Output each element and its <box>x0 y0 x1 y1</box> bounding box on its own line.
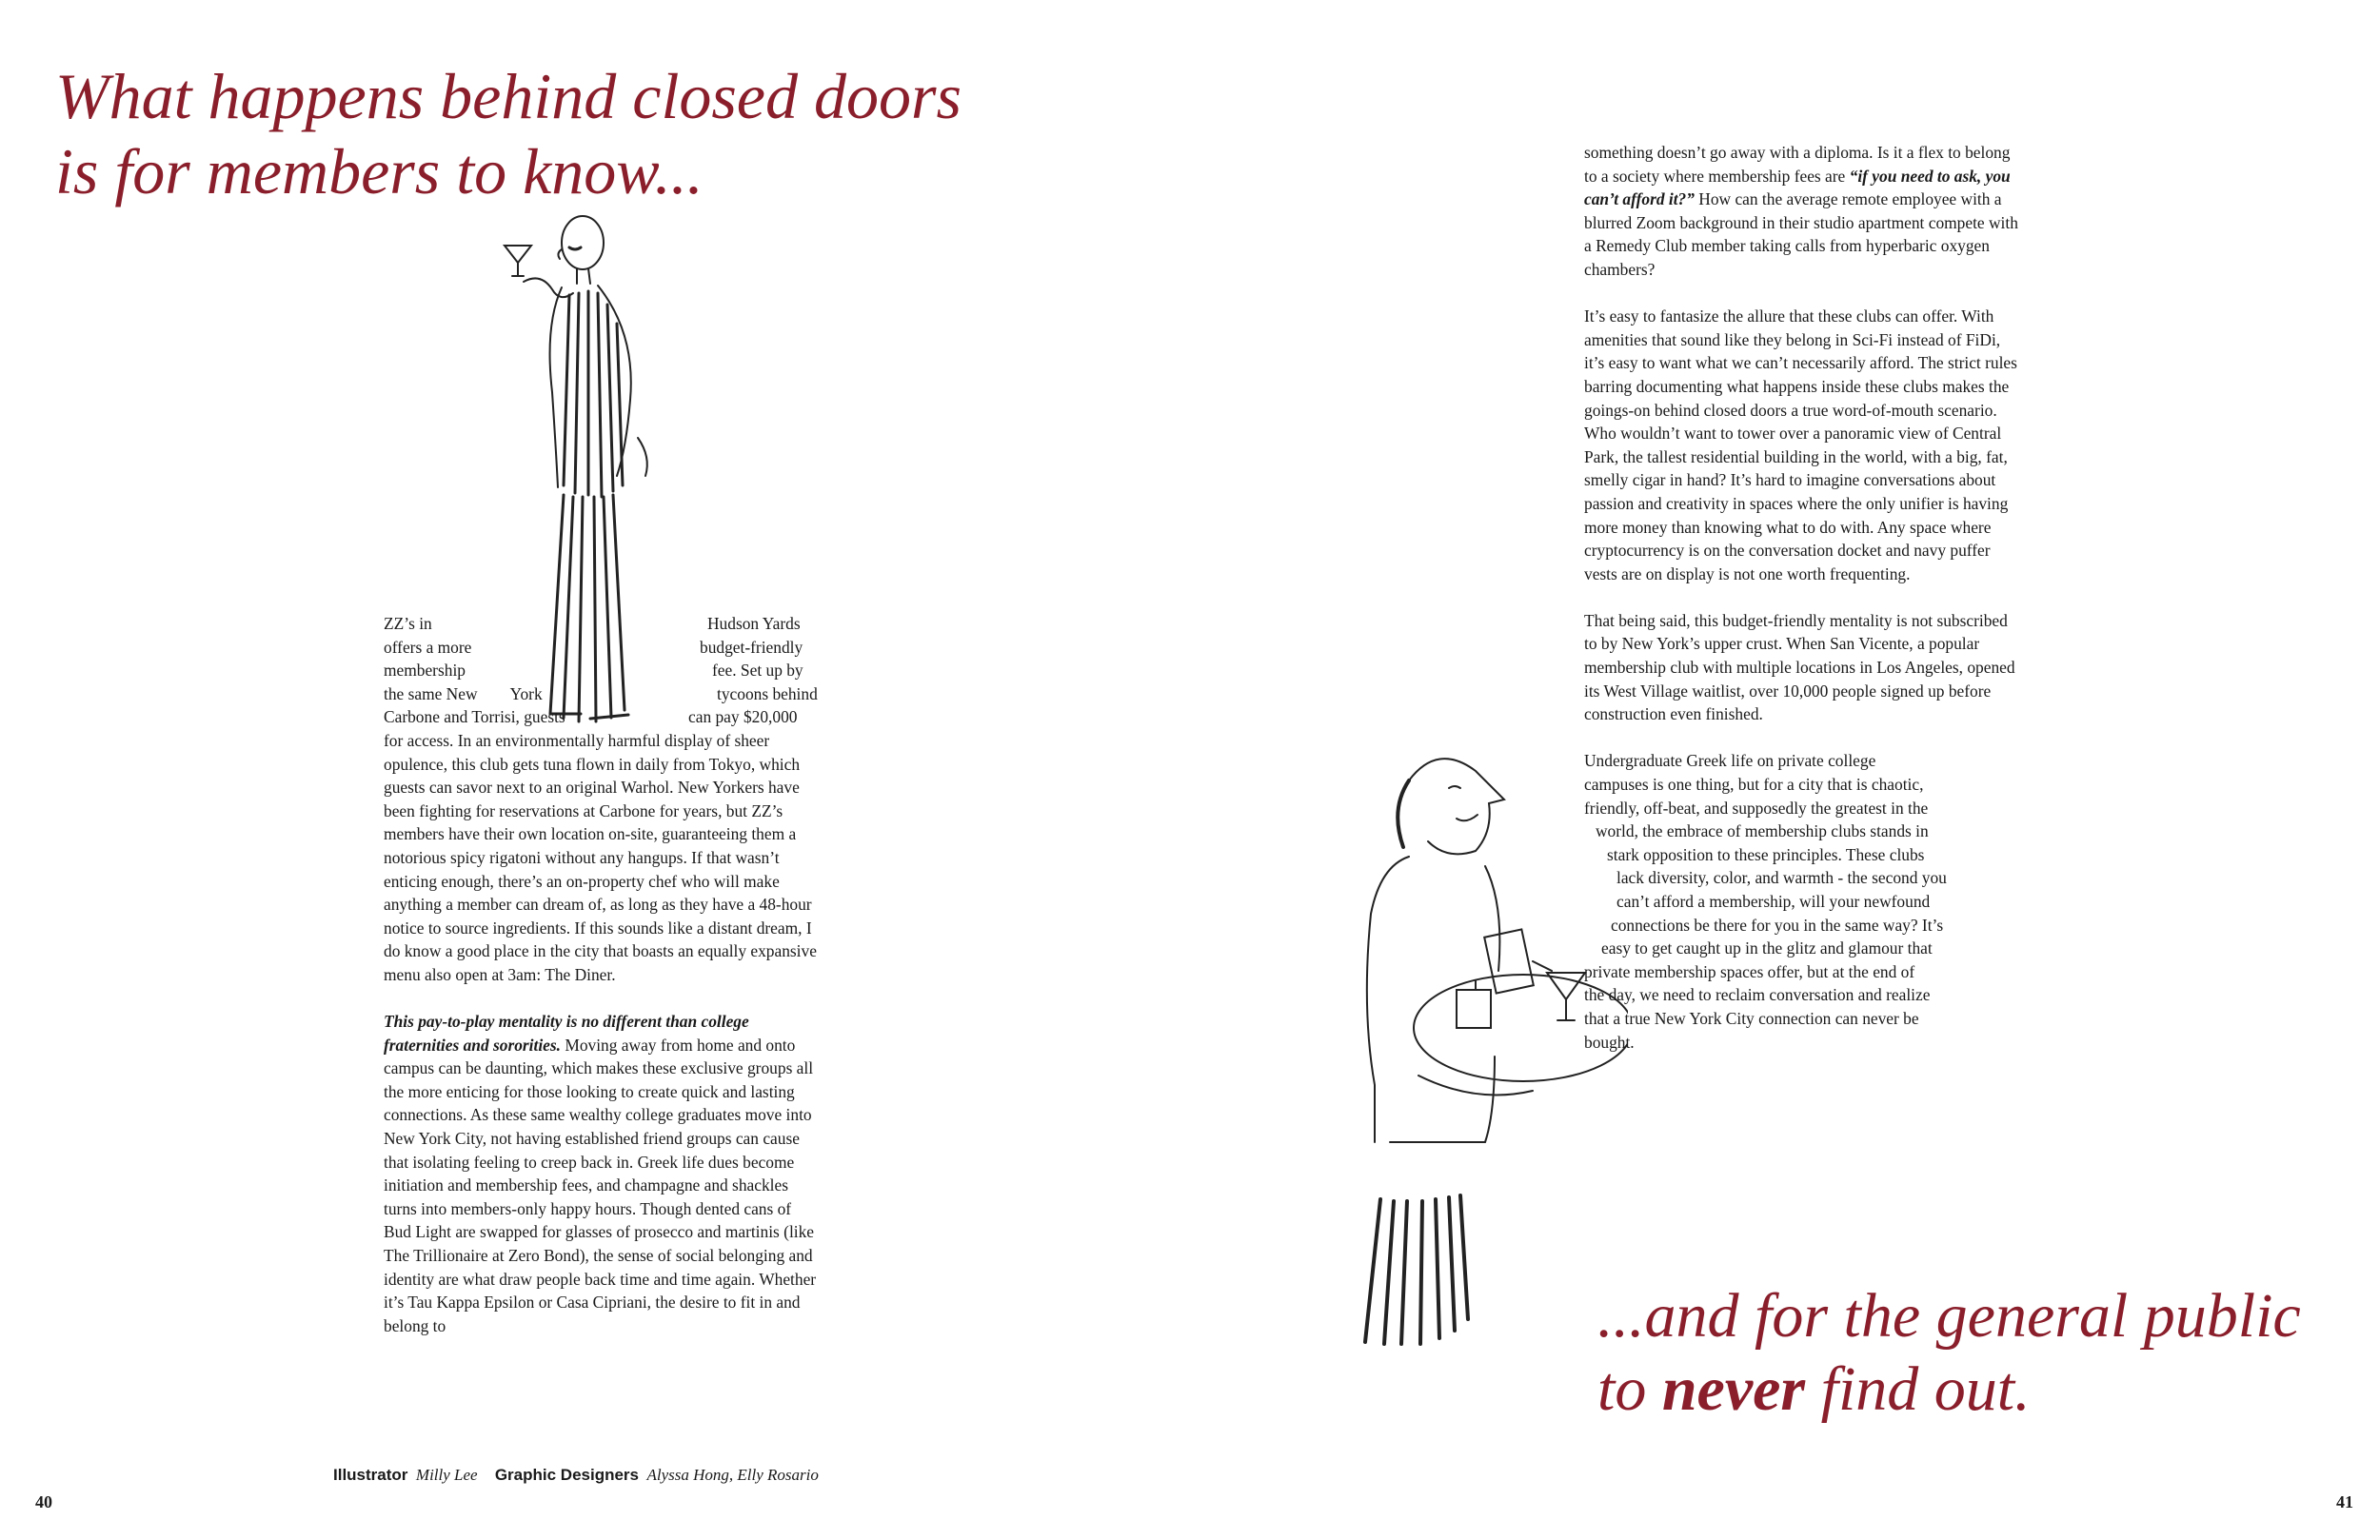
wrapped-line: ZZ’s in Hudson Yards <box>384 614 801 633</box>
paragraph-lead: This pay-to-play mentality is no different than college fraternities and sororities. <box>384 1012 749 1055</box>
credits-line <box>333 1466 832 1485</box>
headline-left: What happens behind closed doors is for members to know... <box>55 60 962 207</box>
wrapped-line: friendly, off-beat, and supposedly the greatest in the <box>1584 798 1929 818</box>
wrapped-line: lack diversity, color, and warmth - the second you <box>1616 868 1947 888</box>
illustrator-label: Illustrator <box>333 1466 408 1484</box>
paragraph: It’s easy to fantasize the allure that these clubs can offer. With amenities that sound like they belong in Sci-Fi instead of FiDi, it’s easy to want what we can’t necessarily afford. The strict rules barring documenting what happens inside these clubs makes the goings-on behind closed doors a true word-of-mouth scenario. Who wouldn’t want to tower over a panoramic view of Central Park, the tallest residential building in the world, with a big, fat, smelly cigar in hand? It’s hard to imagine conversations about passion and creativity in spaces where the only unifier is having more money than knowing what to do with. Any space where cryptocurrency is on the conversation docket and navy puffer vests are on display is not one worth frequenting. <box>1584 306 2017 583</box>
wrapped-line: the same New York tycoons behind <box>384 683 818 703</box>
designers-label: Graphic Designers <box>494 1466 639 1484</box>
page-number-right: 41 <box>2336 1492 2353 1511</box>
wrapped-line: campuses is one thing, but for a city that is chaotic, <box>1584 775 1924 795</box>
wrapped-line: stark opposition to these principles. These clubs <box>1607 844 1925 864</box>
wrapped-line: that a true New York City connection can never be <box>1584 1008 1919 1028</box>
wrapped-line: the day, we need to reclaim conversation and realize <box>1584 985 1931 1005</box>
paragraph-wrapped <box>1584 749 2022 1054</box>
paragraph: something doesn’t go away with a diploma. Is it a flex to belong to a society where membership fees are “if you need to ask, you can’t afford it?” How can the average remote employee with a blurred Zoom background in their studio apartment compete with a Remedy Club member taking calls from hyperbaric oxygen chambers? <box>1584 143 2018 279</box>
wrapped-line: membership fee. Set up by <box>384 661 803 681</box>
headline-right: ...and for the general public to never find out. <box>1597 1281 2301 1424</box>
right-article-column <box>1584 141 2022 1054</box>
wrapped-line: world, the embrace of membership clubs stands in <box>1596 821 1929 841</box>
paragraph: That being said, this budget-friendly mentality is not subscribed to by New York’s upper crust. When San Vicente, a popular membership club with multiple locations in Los Angeles, opened its West Village waitlist, over 10,000 people signed up before construction even finished. <box>1584 610 2015 724</box>
text-wrap-block <box>384 612 822 729</box>
paragraph: This pay-to-play mentality is no different than college fraternities and sororities. Moving away from home and onto campus can be daunting, which makes these exclusive groups all the more enticing for those looking to create quick and lasting connections. As these same wealthy college graduates move into New York City, not having established friend groups can cause that isolating feeling to creep back in. Greek life dues become initiation and membership fees, and champagne and shackles turns into members-only happy hours. Though dented cans of Bud Light are swapped for glasses of prosecco and martinis (like The Trillionaire at Zero Bond), the sense of social belonging and identity are what draw people back time and time again. Whether it’s Tau Kappa Epsilon or Casa Cipriani, the desire to fit in and belong to <box>384 1012 817 1335</box>
paragraph: for access. In an environmentally harmful display of sheer opulence, this club gets tuna flown in daily from Tokyo, which guests can savor next to an original Warhol. New Yorkers have been fighting for reservations at Carbone for years, but ZZ’s members have their own location on-site, guaranteeing them a notorious spicy rigatoni without any hangups. If that wasn’t enticing enough, there’s an on-property chef who will make anything a member can dream of, as long as they have a 48-hour notice to source ingredients. If this sounds like a distant dream, I do know a good place in the city that boasts an equally expansive menu also open at 3am: The Diner. <box>384 730 817 984</box>
designers-names: Alyssa Hong, Elly Rosario <box>646 1466 819 1484</box>
wrapped-line: offers a more budget-friendly <box>384 637 803 657</box>
wrapped-line: can’t afford a membership, will your newfound <box>1616 892 1931 911</box>
wrapped-line: connections be there for you in the same way? It’s <box>1611 915 1944 935</box>
left-article-column <box>384 612 822 1361</box>
wrapped-line: private membership spaces offer, but at the end of <box>1584 961 1915 981</box>
headline-emphasis: never <box>1661 1353 1806 1424</box>
pull-quote: “if you need to ask, you can’t afford it?” <box>1584 166 2011 209</box>
wrapped-line: Undergraduate Greek life on private college <box>1584 751 1876 771</box>
page-number-left: 40 <box>35 1492 52 1511</box>
wrapped-line: Carbone and Torrisi, guests can pay $20,000 <box>384 707 798 727</box>
illustrator-name: Milly Lee <box>415 1466 478 1484</box>
wrapped-line: easy to get caught up in the glitz and glamour that <box>1601 938 1933 958</box>
wrapped-line: bought. <box>1584 1032 1635 1052</box>
